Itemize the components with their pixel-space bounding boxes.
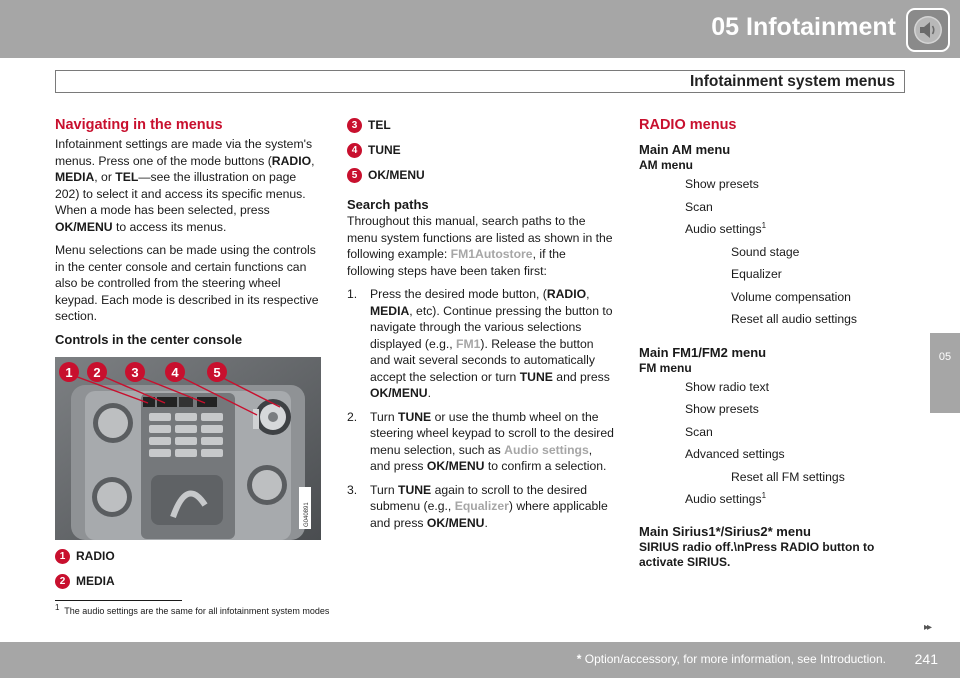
section-title: Infotainment system menus bbox=[690, 73, 895, 90]
steps-list bbox=[347, 286, 615, 531]
search-paths-intro: Throughout this manual, search paths to the menu system functions are listed as shown in the following example: FM1Autostore, if the following steps have been taken first: bbox=[347, 214, 613, 278]
audio-settings-link[interactable]: Audio settings bbox=[504, 442, 589, 457]
step-text: Turn TUNE again to scroll to the desired submenu (e.g., Equalizer) where applicable and press OK/MENU. bbox=[370, 482, 608, 530]
speaker-icon bbox=[906, 8, 950, 52]
callout-label: MEDIA bbox=[76, 573, 115, 588]
photo-marker-1: 1 bbox=[65, 364, 73, 380]
page-number: 241 bbox=[914, 651, 938, 667]
option-note: * Option/accessory, for more information, see Introduction. bbox=[576, 652, 886, 666]
column-navigating bbox=[55, 116, 321, 594]
callout-label: OK/MENU bbox=[368, 168, 425, 183]
equalizer-link[interactable]: Equalizer bbox=[454, 499, 509, 513]
menu-item-show-presets: Show presets bbox=[685, 177, 759, 191]
callout-label: TEL bbox=[368, 118, 391, 133]
step-text: Press the desired mode button, (RADIO, MEDIA, etc). Continue pressing the button to navigate through the various selections displayed (e.g., FM1). Release the button and wait several seconds to automatically accept the selection or turn TUNE and press OK/MENU. bbox=[370, 287, 613, 400]
menu-item-sound-stage: Sound stage bbox=[731, 244, 800, 259]
menu-item-scan: Scan bbox=[685, 424, 713, 439]
callout-label: RADIO bbox=[76, 548, 115, 563]
footnote-ref: 1 bbox=[761, 490, 767, 500]
photo-marker-2: 2 bbox=[93, 364, 101, 380]
navigating-paragraph-2: Menu selections can be made using the controls in the center console and certain functions can also be controlled from the steering wheel keypad. Each mode is described in its respective section. bbox=[55, 243, 319, 323]
search-paths-heading: Search paths bbox=[347, 197, 429, 212]
am-menu-subtitle: AM menu bbox=[639, 158, 693, 172]
callout-radio bbox=[55, 544, 321, 569]
photo-code: G040891 bbox=[304, 501, 310, 527]
callout-tune bbox=[347, 138, 615, 163]
navigating-heading: Navigating in the menus bbox=[55, 117, 223, 133]
callout-media bbox=[55, 569, 321, 594]
step-item bbox=[347, 286, 615, 402]
footer-bar bbox=[0, 642, 960, 678]
menu-item-reset-audio: Reset all audio settings bbox=[731, 312, 858, 326]
center-console-photo bbox=[55, 357, 321, 540]
callout-tel bbox=[347, 113, 615, 138]
footnote-divider bbox=[55, 600, 182, 601]
step-item bbox=[347, 409, 615, 475]
radio-menus-heading: RADIO menus bbox=[639, 117, 737, 133]
step-item bbox=[347, 482, 615, 532]
photo-marker-4: 4 bbox=[171, 364, 179, 380]
menu-item-audio-settings: Audio settings$^1$ bbox=[685, 220, 767, 236]
chapter-title: 05 Infotainment bbox=[711, 13, 896, 41]
step-number: 3. bbox=[347, 482, 358, 497]
sirius-menu-title: Main Sirius1*/Sirius2* menu bbox=[639, 523, 811, 539]
menu-item-show-radio-text: Show radio text bbox=[685, 379, 770, 394]
callout-number-badge: 2 bbox=[55, 574, 70, 589]
fm1autostore-link[interactable]: FM1Autostore bbox=[450, 247, 533, 261]
column-radio-menus bbox=[639, 116, 901, 570]
column-search-paths bbox=[347, 113, 615, 538]
fm-menu-title: Main FM1/FM2 menu bbox=[639, 344, 767, 360]
callout-number-badge: 3 bbox=[347, 118, 362, 133]
callout-list-1 bbox=[55, 544, 321, 594]
callout-number-badge: 1 bbox=[55, 549, 70, 564]
section-header bbox=[55, 70, 905, 93]
callout-ok-menu bbox=[347, 163, 615, 188]
menu-item-show-presets: Show presets bbox=[685, 402, 759, 416]
chapter-header-bar bbox=[0, 0, 960, 58]
side-tab-label: 05 bbox=[938, 351, 952, 363]
menu-item-advanced-settings: Advanced settings bbox=[685, 447, 785, 461]
callout-label: TUNE bbox=[368, 143, 401, 158]
chapter-side-tab[interactable] bbox=[930, 333, 960, 413]
footnote-ref: 1 bbox=[761, 220, 767, 230]
continue-arrows-icon: ▸▸ bbox=[924, 622, 931, 633]
photo-marker-5: 5 bbox=[213, 364, 221, 380]
menu-item-volume-compensation: Volume compensation bbox=[731, 289, 851, 304]
sirius-menu-subtitle: SIRIUS radio off.\nPress RADIO button to activate SIRIUS. bbox=[639, 539, 875, 569]
callout-number-badge: 4 bbox=[347, 143, 362, 158]
footnote: $^1$ The audio settings are the same for all infotainment system modes bbox=[55, 603, 330, 616]
center-console-heading: Controls in the center console bbox=[55, 331, 243, 347]
navigating-paragraph-1: Infotainment settings are made via the system's menus. Press one of the mode buttons (RADIO, MEDIA, or TEL—see the illustration on page 202) to select it and access its specific menus. When a mode has been selected, press OK/MENU to access its menus. bbox=[55, 137, 315, 234]
photo-marker-3: 3 bbox=[131, 364, 139, 380]
menu-item-audio-settings: Audio settings$^1$ bbox=[685, 490, 767, 506]
step-number: 2. bbox=[347, 409, 358, 424]
menu-item-scan: Scan bbox=[685, 199, 713, 214]
am-menu-title: Main AM menu bbox=[639, 142, 731, 157]
fm1-link[interactable]: FM1 bbox=[456, 336, 481, 351]
fm-menu-subtitle: FM menu bbox=[639, 360, 692, 375]
step-text: Turn TUNE or use the thumb wheel on the steering wheel keypad to scroll to the desired menu selection, such as Audio settings, and press OK/MENU to confirm a selection. bbox=[370, 409, 614, 473]
menu-item-reset-fm: Reset all FM settings bbox=[731, 469, 845, 484]
step-number: 1. bbox=[347, 287, 358, 301]
menu-item-equalizer: Equalizer bbox=[731, 267, 782, 281]
callout-number-badge: 5 bbox=[347, 168, 362, 183]
